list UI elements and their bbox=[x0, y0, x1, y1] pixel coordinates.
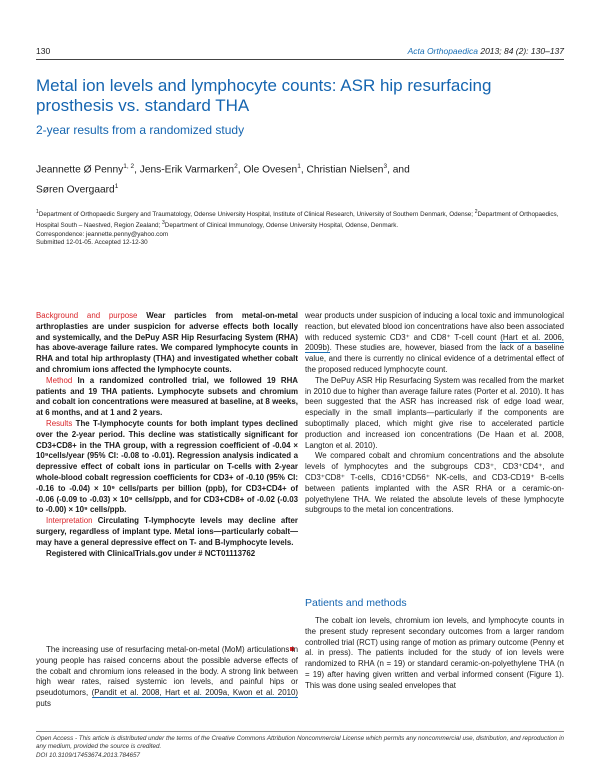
open-access-notice: Open Access - This article is distributed under the terms of the Creative Commons Attribution Noncommercial License which permits any noncommercial use, distribution, and reproduction in any medium, provided the source is credited. bbox=[36, 735, 565, 751]
section-label: Interpretation bbox=[46, 516, 93, 526]
journal-citation bbox=[408, 46, 564, 56]
citation-detail: 2013; 84 (2): 130–137 bbox=[477, 46, 564, 56]
section-label: Background and purpose bbox=[36, 311, 138, 320]
body-paragraph bbox=[305, 311, 564, 376]
affiliation: Department of Clinical Immunology, Odense University Hospital, Odense, Denmark. bbox=[164, 222, 399, 230]
abstract-text: The T-lymphocyte counts for both implant types declined over the 2-year period. This decline was statistically significant for CD3+CD8+ in the THA group, with a regression coefficient of -0.04 × 10⁹cells/year (95% CI: -0.08 to -0.01). Regression analysis indicated a depressive effect of cobalt ions in particular on T-cells with 2-year whole-blood cobalt regression coefficients for CD3+ of -0.10 (95% CI: -0.16 to -0.04) × 10⁹ cells/parts per billion (ppb), for CD3+CD4+ of -0.06 (-0.09 to -0.03) × 10⁹ cells/ppb, and for CD3+CD8+ of -0.02 (-0.03 to -0.00) × 10⁹ cells/ppb. bbox=[36, 418, 298, 515]
author: , Jens-Erik Varmarken bbox=[134, 164, 235, 176]
abstract-results bbox=[36, 419, 298, 516]
running-header bbox=[36, 46, 564, 58]
footer-rule bbox=[36, 731, 564, 732]
body-text: The increasing use of resurfacing metal-on-metal (MoM) articulations in young people has raised concerns about the possible adverse effects of the cobalt and chromium ions released in the body. A strong link between high wear rates, raised systemic ion levels, and painful hips or pseudotumors, bbox=[36, 645, 298, 698]
author-affil: 1, 2 bbox=[123, 163, 135, 170]
methods-heading: Patients and methods bbox=[305, 597, 407, 609]
submission-dates: Submitted 12-01-05. Accepted 12-12-30 bbox=[36, 239, 148, 247]
abstract-method bbox=[36, 376, 298, 419]
abstract-text: Wear particles from metal-on-metal arthroplasties are under suspicion for adverse effects both locally and systemically, and the DePuy ASR Hip Resurfacing System (RHA) has above-average failure rates. We compared lymphocyte counts in RHA and total hip arthroplasty (THA) and investigated whether cobalt and chromium ions affected the lymphocyte counts. bbox=[36, 311, 298, 374]
reference-link[interactable]: (Hart et al. 2006, 2009b) bbox=[305, 332, 564, 353]
author-list bbox=[36, 158, 556, 199]
section-label: Results bbox=[46, 418, 73, 428]
footer bbox=[36, 735, 564, 760]
journal-name: Acta Orthopaedica bbox=[407, 46, 478, 56]
author: , Ole Ovesen bbox=[237, 164, 298, 176]
abstract-text: In a randomized controlled trial, we followed 19 RHA patients and 19 THA patients. Lymphocyte subsets and chromium and cobalt ion concentrations were measured at baseline, at 8 weeks, at 6 months, and at 1 and 2 years. bbox=[36, 375, 298, 418]
correspondence: Correspondence: jeannette.penny@yahoo.com bbox=[36, 230, 169, 238]
methods-column bbox=[305, 616, 564, 692]
affiliations bbox=[36, 208, 564, 247]
author: , Christian Nielsen bbox=[300, 164, 384, 176]
author-affil: 3 bbox=[383, 163, 388, 170]
body-text: wear products under suspicion of inducing a local toxic and immunological reaction, but elevated blood ion concentrations have also been associated with reduced systemic CD3⁺ and CD8⁺ T-cell count bbox=[305, 311, 564, 342]
page-number: 130 bbox=[36, 46, 51, 56]
author: Søren Overgaard bbox=[36, 184, 115, 196]
abstract-interpretation bbox=[36, 516, 298, 548]
abstract-background bbox=[36, 311, 298, 376]
abstract-text: Circulating T-lymphocyte levels may decline after surgery, regardless of implant type. Metal ions—particularly cobalt—may have a general depressive effect on T- and B-lymphocyte levels. bbox=[36, 516, 298, 547]
abstract bbox=[36, 311, 298, 559]
author-affil: 1 bbox=[297, 163, 301, 170]
body-paragraph: The cobalt ion levels, chromium ion levels, and lymphocyte counts in the present study represent secondary outcomes from a larger random controlled trial (RCT) using range of motion as primary outcome (Penny et al. in press). The patients included for the study of ion levels were randomized to RHA (n = 19) or standard ceramic-on-polyethylene THA (n = 19) after having given written and verbal informed consent (Figure 1). This was done using sealed envelopes that bbox=[305, 616, 564, 690]
body-text: . These studies are, however, biased from the lack of a baseline value, and there is currently no clinical evidence of a detrimental effect of the proposed reduced lymphocyte count. bbox=[305, 343, 564, 374]
affil-number: 1 bbox=[36, 209, 39, 215]
affil-number: 3 bbox=[162, 220, 165, 227]
doi[interactable]: DOI 10.3109/17453674.2013.784657 bbox=[36, 751, 140, 759]
affil-number: 2 bbox=[474, 209, 478, 215]
article-title: Metal ion levels and lymphocyte counts: ASR hip resurfacing prosthesis vs. standard THA bbox=[36, 76, 492, 115]
intro-left-column bbox=[36, 645, 298, 710]
body-paragraph: The DePuy ASR Hip Resurfacing System was recalled from the market in 2010 due to higher than average failure rates (Porter et al. 2010). It has been suggested that the ASR has increased risk of edge load wear, especially in the small implants—particularly if the components are suboptimally placed, which might give rise to accelerated particle production and increased ion concentrations (De Haan et al. 2008, Langton et al. 2010). bbox=[305, 375, 564, 450]
affiliation: Department of Orthopaedic Surgery and Traumatology, Odense University Hospital, Institute of Clinical Research, University of Southern Denmark, Odense; bbox=[38, 211, 475, 219]
author-affil: 2 bbox=[234, 163, 238, 170]
affiliation: Department of Orthopaedics, Hospital South – Naestved, Region Zealand; bbox=[36, 211, 559, 230]
body-paragraph: We compared cobalt and chromium concentrations and the absolute levels of lymphocytes and the subgroups CD3⁺, CD3⁺CD4⁺, and CD3⁺CD8⁺ T-cells, CD16⁺CD56⁺ NK-cells, and CD3-CD19⁺ B-cells between patients implanted with the ASR RHA or a ceramic-on-polyethylene THA. We related the absolute levels of these lymphocyte subgroups to the metal ion concentrations. bbox=[305, 451, 564, 515]
article-subtitle: 2-year results from a randomized study bbox=[36, 123, 245, 137]
header-rule bbox=[36, 59, 564, 60]
intro-right-column bbox=[305, 311, 564, 516]
section-label: Method bbox=[46, 375, 73, 385]
author-affil: 1 bbox=[114, 183, 119, 191]
body-paragraph bbox=[36, 645, 298, 710]
author-and: , and bbox=[387, 164, 410, 176]
trial-registration: Registered with ClinicalTrials.gov under # NCT01113762 bbox=[46, 548, 256, 558]
body-text: puts bbox=[36, 698, 51, 708]
reference-link[interactable]: (Pandit et al. 2008, Hart et al. 2009a, Kwon et al. 2010) bbox=[91, 688, 298, 698]
author: Jeannette Ø Penny bbox=[36, 164, 124, 176]
affiliation-lines bbox=[36, 208, 564, 231]
